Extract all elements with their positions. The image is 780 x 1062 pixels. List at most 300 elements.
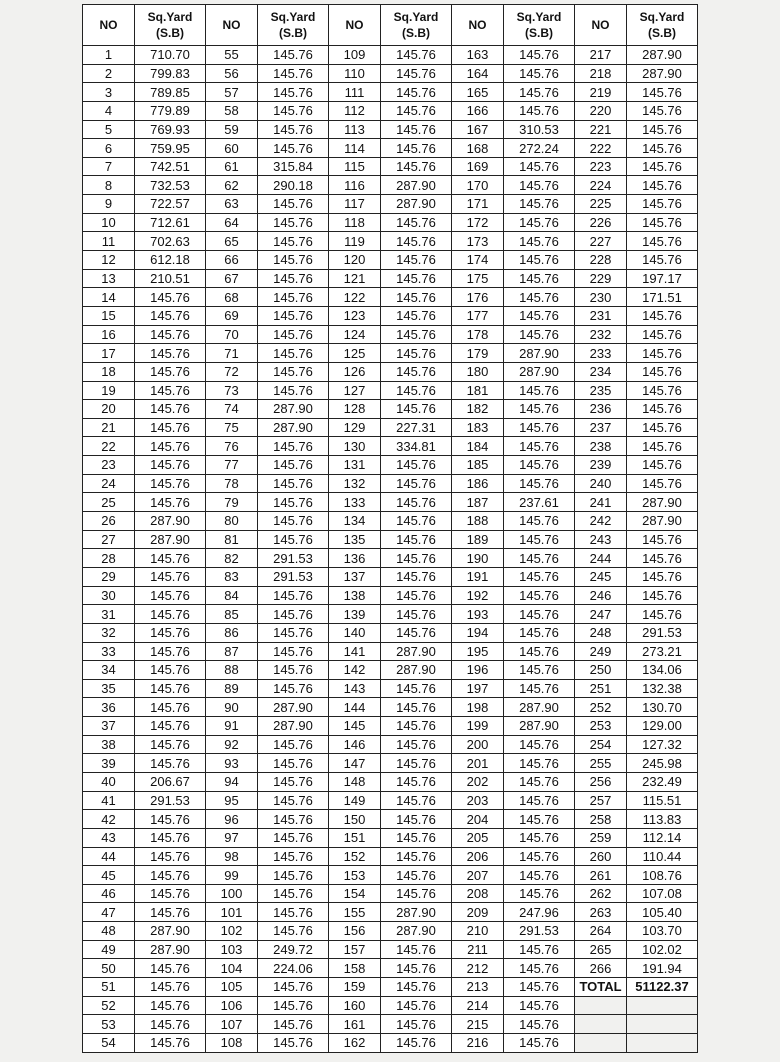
plot-number-cell: 62 [206, 176, 258, 195]
column-header-sq-yard-line2: (S.B) [648, 26, 676, 40]
sq-yard-cell: 145.76 [258, 810, 329, 829]
plot-number-cell: 127 [329, 381, 381, 400]
plot-number-cell: 97 [206, 828, 258, 847]
plot-number-cell: 113 [329, 120, 381, 139]
column-header-sq-yard-line2: (S.B) [402, 26, 430, 40]
sq-yard-cell: 145.76 [258, 623, 329, 642]
sq-yard-cell: 145.76 [258, 474, 329, 493]
table-row [83, 903, 698, 922]
plot-number-cell: 112 [329, 101, 381, 120]
table-row [83, 195, 698, 214]
plot-number-cell: 151 [329, 828, 381, 847]
sq-yard-cell: 145.76 [627, 139, 698, 158]
plot-number-cell: 218 [575, 64, 627, 83]
plot-number-cell: 6 [83, 139, 135, 158]
plot-number-cell: 192 [452, 586, 504, 605]
sq-yard-cell: 145.76 [258, 866, 329, 885]
sq-yard-cell: 145.76 [135, 1033, 206, 1052]
sq-yard-cell: 710.70 [135, 46, 206, 65]
sq-yard-cell: 287.90 [627, 46, 698, 65]
plot-number-cell: 133 [329, 493, 381, 512]
sq-yard-cell: 145.76 [135, 344, 206, 363]
plot-number-cell: 220 [575, 101, 627, 120]
table-row [83, 46, 698, 65]
table-row [83, 735, 698, 754]
sq-yard-cell: 145.76 [258, 586, 329, 605]
sq-yard-cell: 145.76 [627, 251, 698, 270]
plot-number-cell: 180 [452, 362, 504, 381]
column-header-sq-yard [504, 5, 575, 46]
sq-yard-cell: 206.67 [135, 772, 206, 791]
sq-yard-cell: 145.76 [381, 810, 452, 829]
sq-yard-cell: 132.38 [627, 679, 698, 698]
sq-yard-cell: 103.70 [627, 922, 698, 941]
table-row [83, 344, 698, 363]
sq-yard-cell: 287.90 [381, 642, 452, 661]
plot-number-cell: 88 [206, 661, 258, 680]
plot-number-cell: 172 [452, 213, 504, 232]
sq-yard-cell: 145.76 [135, 288, 206, 307]
sq-yard-cell: 145.76 [381, 1015, 452, 1034]
plot-number-cell: 157 [329, 940, 381, 959]
plot-number-cell: 256 [575, 772, 627, 791]
sq-yard-cell: 145.76 [258, 213, 329, 232]
sq-yard-cell: 145.76 [135, 810, 206, 829]
plot-number-cell: 181 [452, 381, 504, 400]
sq-yard-cell: 145.76 [627, 232, 698, 251]
sq-yard-cell: 145.76 [135, 325, 206, 344]
plot-number-cell: 18 [83, 362, 135, 381]
sq-yard-cell: 145.76 [258, 735, 329, 754]
sq-yard-cell: 145.76 [258, 828, 329, 847]
sq-yard-cell: 145.76 [135, 754, 206, 773]
plot-number-cell: 36 [83, 698, 135, 717]
plot-number-cell: 16 [83, 325, 135, 344]
plot-number-cell: 90 [206, 698, 258, 717]
plot-number-cell: 208 [452, 884, 504, 903]
plot-number-cell: 161 [329, 1015, 381, 1034]
plot-number-cell: 24 [83, 474, 135, 493]
sq-yard-cell: 145.76 [504, 288, 575, 307]
sq-yard-cell: 145.76 [504, 661, 575, 680]
sq-yard-cell: 145.76 [258, 381, 329, 400]
table-row [83, 959, 698, 978]
sq-yard-cell: 145.76 [381, 586, 452, 605]
plot-number-cell: 179 [452, 344, 504, 363]
sq-yard-cell: 145.76 [258, 847, 329, 866]
plot-number-cell: 2 [83, 64, 135, 83]
sq-yard-cell: 145.76 [381, 269, 452, 288]
plot-number-cell: 140 [329, 623, 381, 642]
sq-yard-cell: 273.21 [627, 642, 698, 661]
plot-number-cell: 263 [575, 903, 627, 922]
sq-yard-cell: 145.76 [258, 996, 329, 1015]
sq-yard-cell: 145.76 [627, 456, 698, 475]
table-row [83, 176, 698, 195]
sq-yard-cell: 145.76 [258, 306, 329, 325]
plot-number-cell: 111 [329, 83, 381, 102]
plot-number-cell: 253 [575, 717, 627, 736]
plot-number-cell: 56 [206, 64, 258, 83]
sq-yard-cell: 145.76 [135, 661, 206, 680]
column-header-sq-yard-line1: Sq.Yard [516, 10, 562, 24]
sq-yard-cell: 145.76 [504, 978, 575, 997]
plot-number-cell: 154 [329, 884, 381, 903]
sq-yard-cell: 287.90 [381, 195, 452, 214]
total-label: TOTAL [575, 978, 627, 997]
plot-number-cell: 237 [575, 418, 627, 437]
plot-number-cell: 175 [452, 269, 504, 288]
plot-number-cell: 249 [575, 642, 627, 661]
plot-number-cell: 158 [329, 959, 381, 978]
table-row [83, 679, 698, 698]
table-row [83, 139, 698, 158]
sq-yard-cell: 145.76 [381, 735, 452, 754]
plot-number-cell: 82 [206, 549, 258, 568]
sq-yard-cell: 145.76 [504, 195, 575, 214]
sq-yard-cell: 145.76 [135, 400, 206, 419]
table-row [83, 884, 698, 903]
plot-number-cell: 200 [452, 735, 504, 754]
sq-yard-cell: 145.76 [504, 456, 575, 475]
plot-number-cell: 186 [452, 474, 504, 493]
sq-yard-cell: 145.76 [258, 679, 329, 698]
sq-yard-cell: 210.51 [135, 269, 206, 288]
plot-number-cell: 83 [206, 567, 258, 586]
sq-yard-cell: 145.76 [504, 437, 575, 456]
sq-yard-cell: 145.76 [258, 139, 329, 158]
plot-number-cell: 163 [452, 46, 504, 65]
plot-number-cell: 222 [575, 139, 627, 158]
sq-yard-cell: 145.76 [258, 791, 329, 810]
plot-number-cell: 241 [575, 493, 627, 512]
sq-yard-cell: 145.76 [381, 996, 452, 1015]
sq-yard-cell: 145.76 [504, 605, 575, 624]
sq-yard-cell: 145.76 [258, 325, 329, 344]
plot-number-cell: 54 [83, 1033, 135, 1052]
plot-number-cell: 118 [329, 213, 381, 232]
sq-yard-cell: 145.76 [381, 549, 452, 568]
plot-number-cell: 128 [329, 400, 381, 419]
sq-yard-cell: 145.76 [258, 754, 329, 773]
plot-number-cell: 59 [206, 120, 258, 139]
sq-yard-cell: 291.53 [627, 623, 698, 642]
plot-number-cell: 228 [575, 251, 627, 270]
plot-number-cell: 32 [83, 623, 135, 642]
plot-number-cell: 49 [83, 940, 135, 959]
sq-yard-cell: 145.76 [135, 884, 206, 903]
sq-yard-cell: 145.76 [135, 623, 206, 642]
sq-yard-cell: 145.76 [381, 400, 452, 419]
sq-yard-cell: 799.83 [135, 64, 206, 83]
sq-yard-cell: 145.76 [381, 679, 452, 698]
plot-number-cell: 155 [329, 903, 381, 922]
plot-number-cell: 141 [329, 642, 381, 661]
plot-number-cell: 52 [83, 996, 135, 1015]
plot-number-cell: 226 [575, 213, 627, 232]
sq-yard-cell: 145.76 [258, 493, 329, 512]
plot-number-cell: 22 [83, 437, 135, 456]
plot-number-cell: 37 [83, 717, 135, 736]
plot-number-cell: 46 [83, 884, 135, 903]
sq-yard-cell: 287.90 [135, 922, 206, 941]
sq-yard-cell: 712.61 [135, 213, 206, 232]
plot-number-cell: 63 [206, 195, 258, 214]
plot-number-cell: 28 [83, 549, 135, 568]
total-value: 51122.37 [627, 978, 698, 997]
table-row [83, 922, 698, 941]
sq-yard-cell: 145.76 [504, 679, 575, 698]
plot-number-cell: 65 [206, 232, 258, 251]
sq-yard-cell: 145.76 [504, 884, 575, 903]
sq-yard-cell: 232.49 [627, 772, 698, 791]
plot-number-cell: 44 [83, 847, 135, 866]
sq-yard-cell: 145.76 [504, 735, 575, 754]
sq-yard-cell: 287.90 [381, 661, 452, 680]
sq-yard-cell: 145.76 [381, 456, 452, 475]
plot-number-cell: 190 [452, 549, 504, 568]
plot-number-cell: 194 [452, 623, 504, 642]
sq-yard-cell: 287.90 [258, 400, 329, 419]
sq-yard-cell: 287.90 [381, 176, 452, 195]
sq-yard-cell: 145.76 [381, 344, 452, 363]
sq-yard-cell: 145.76 [381, 157, 452, 176]
table-row [83, 623, 698, 642]
sq-yard-cell: 145.76 [504, 996, 575, 1015]
plot-number-cell: 9 [83, 195, 135, 214]
sq-yard-cell: 145.76 [381, 717, 452, 736]
sq-yard-cell: 145.76 [381, 698, 452, 717]
table-row [83, 772, 698, 791]
sq-yard-cell: 769.93 [135, 120, 206, 139]
plot-number-cell: 183 [452, 418, 504, 437]
sq-yard-cell: 145.76 [381, 978, 452, 997]
sq-yard-cell: 145.76 [135, 717, 206, 736]
sq-yard-cell: 145.76 [504, 512, 575, 531]
table-row [83, 754, 698, 773]
sq-yard-cell: 145.76 [381, 512, 452, 531]
sq-yard-cell: 145.76 [381, 101, 452, 120]
table-row [83, 251, 698, 270]
plot-number-cell: 234 [575, 362, 627, 381]
sq-yard-cell: 145.76 [258, 530, 329, 549]
plot-number-cell: 147 [329, 754, 381, 773]
plot-number-cell: 146 [329, 735, 381, 754]
sq-yard-cell: 287.90 [135, 512, 206, 531]
sq-yard-cell: 145.76 [258, 661, 329, 680]
table-row [83, 810, 698, 829]
sq-yard-cell: 145.76 [258, 437, 329, 456]
column-header-sq-yard-line1: Sq.Yard [270, 10, 316, 24]
plot-number-cell: 105 [206, 978, 258, 997]
plot-number-cell: 104 [206, 959, 258, 978]
plot-number-cell: 221 [575, 120, 627, 139]
sq-yard-cell: 145.76 [135, 642, 206, 661]
plot-number-cell: 57 [206, 83, 258, 102]
sq-yard-cell: 145.76 [381, 381, 452, 400]
sq-yard-cell: 145.76 [627, 101, 698, 120]
plot-number-cell: 136 [329, 549, 381, 568]
sq-yard-cell: 145.76 [504, 1015, 575, 1034]
plot-number-cell: 245 [575, 567, 627, 586]
sq-yard-cell: 102.02 [627, 940, 698, 959]
sq-yard-cell: 127.32 [627, 735, 698, 754]
plot-number-cell: 177 [452, 306, 504, 325]
header-row [83, 5, 698, 46]
column-header-sq-yard-line2: (S.B) [525, 26, 553, 40]
sq-yard-cell: 145.76 [381, 623, 452, 642]
plot-number-cell: 182 [452, 400, 504, 419]
plot-number-cell: 232 [575, 325, 627, 344]
plot-number-cell: 91 [206, 717, 258, 736]
plot-number-cell: 244 [575, 549, 627, 568]
plot-number-cell: 162 [329, 1033, 381, 1052]
plot-number-cell: 223 [575, 157, 627, 176]
sq-yard-cell: 145.76 [627, 213, 698, 232]
sq-yard-cell: 145.76 [381, 959, 452, 978]
sq-yard-cell: 145.76 [258, 903, 329, 922]
sq-yard-cell: 145.76 [504, 381, 575, 400]
plot-number-cell: 114 [329, 139, 381, 158]
column-header-sq-yard [381, 5, 452, 46]
sq-yard-cell: 722.57 [135, 195, 206, 214]
sq-yard-cell: 112.14 [627, 828, 698, 847]
plot-number-cell: 23 [83, 456, 135, 475]
sq-yard-cell: 145.76 [258, 269, 329, 288]
plot-number-cell: 250 [575, 661, 627, 680]
column-header-sq-yard [135, 5, 206, 46]
sq-yard-cell: 145.76 [258, 101, 329, 120]
plot-number-cell: 70 [206, 325, 258, 344]
table-row [83, 847, 698, 866]
plot-number-cell: 80 [206, 512, 258, 531]
plot-number-cell: 187 [452, 493, 504, 512]
sq-yard-cell: 145.76 [504, 400, 575, 419]
sq-yard-cell: 145.76 [258, 120, 329, 139]
plot-number-cell: 55 [206, 46, 258, 65]
table-row [83, 269, 698, 288]
sq-yard-cell: 145.76 [135, 1015, 206, 1034]
sq-yard-cell: 702.63 [135, 232, 206, 251]
plot-number-cell: 73 [206, 381, 258, 400]
sq-yard-cell: 290.18 [258, 176, 329, 195]
sq-yard-cell: 287.90 [258, 418, 329, 437]
sq-yard-cell: 227.31 [381, 418, 452, 437]
sq-yard-cell: 291.53 [258, 549, 329, 568]
plot-number-cell: 50 [83, 959, 135, 978]
plot-number-cell: 206 [452, 847, 504, 866]
plot-number-cell: 103 [206, 940, 258, 959]
sq-yard-cell: 145.76 [135, 605, 206, 624]
plot-number-cell: 7 [83, 157, 135, 176]
plot-number-cell: 35 [83, 679, 135, 698]
sq-yard-cell: 145.76 [135, 828, 206, 847]
plot-number-cell: 51 [83, 978, 135, 997]
plot-number-cell: 203 [452, 791, 504, 810]
plot-number-cell: 229 [575, 269, 627, 288]
table-row [83, 828, 698, 847]
sq-yard-cell: 145.76 [504, 530, 575, 549]
plot-number-cell: 100 [206, 884, 258, 903]
sq-yard-cell: 145.76 [258, 195, 329, 214]
sq-yard-cell: 145.76 [258, 884, 329, 903]
plot-number-cell: 94 [206, 772, 258, 791]
plot-number-cell: 248 [575, 623, 627, 642]
sq-yard-cell: 145.76 [258, 362, 329, 381]
plot-number-cell: 202 [452, 772, 504, 791]
plot-number-cell: 214 [452, 996, 504, 1015]
sq-yard-cell: 145.76 [135, 959, 206, 978]
empty-cell [575, 1015, 627, 1034]
sq-yard-cell: 287.90 [258, 698, 329, 717]
table-row [83, 791, 698, 810]
table-row [83, 605, 698, 624]
plot-number-cell: 89 [206, 679, 258, 698]
plot-number-cell: 167 [452, 120, 504, 139]
plot-number-cell: 99 [206, 866, 258, 885]
plot-number-cell: 20 [83, 400, 135, 419]
plot-number-cell: 198 [452, 698, 504, 717]
sq-yard-cell: 145.76 [381, 754, 452, 773]
sq-yard-cell: 145.76 [381, 83, 452, 102]
table-row [83, 456, 698, 475]
plot-number-cell: 132 [329, 474, 381, 493]
empty-cell [627, 1015, 698, 1034]
plot-number-cell: 196 [452, 661, 504, 680]
sq-yard-cell: 145.76 [504, 251, 575, 270]
sq-yard-cell: 145.76 [627, 176, 698, 195]
sq-yard-cell: 145.76 [381, 325, 452, 344]
table-row [83, 549, 698, 568]
sq-yard-cell: 145.76 [381, 362, 452, 381]
sq-yard-cell: 145.76 [381, 288, 452, 307]
plot-number-cell: 265 [575, 940, 627, 959]
sq-yard-cell: 145.76 [381, 139, 452, 158]
plot-number-cell: 255 [575, 754, 627, 773]
plot-number-cell: 25 [83, 493, 135, 512]
plot-number-cell: 149 [329, 791, 381, 810]
sq-yard-cell: 145.76 [381, 940, 452, 959]
plot-number-cell: 86 [206, 623, 258, 642]
table-row [83, 418, 698, 437]
plot-number-cell: 96 [206, 810, 258, 829]
plot-number-cell: 21 [83, 418, 135, 437]
sq-yard-cell: 145.76 [135, 306, 206, 325]
plot-number-cell: 15 [83, 306, 135, 325]
sq-yard-cell: 145.76 [135, 847, 206, 866]
plot-number-cell: 101 [206, 903, 258, 922]
table-row [83, 996, 698, 1015]
sq-yard-cell: 145.76 [504, 847, 575, 866]
plot-number-cell: 124 [329, 325, 381, 344]
plot-number-cell: 93 [206, 754, 258, 773]
sq-yard-cell: 145.76 [135, 698, 206, 717]
sq-yard-cell: 145.76 [135, 437, 206, 456]
plot-number-cell: 43 [83, 828, 135, 847]
column-header-sq-yard [258, 5, 329, 46]
plot-number-cell: 191 [452, 567, 504, 586]
plot-number-cell: 260 [575, 847, 627, 866]
plot-number-cell: 64 [206, 213, 258, 232]
plot-number-cell: 139 [329, 605, 381, 624]
plot-number-cell: 19 [83, 381, 135, 400]
plot-number-cell: 11 [83, 232, 135, 251]
sq-yard-cell: 145.76 [627, 605, 698, 624]
plot-number-cell: 74 [206, 400, 258, 419]
sq-yard-cell: 145.76 [135, 679, 206, 698]
plot-number-cell: 75 [206, 418, 258, 437]
plot-number-cell: 242 [575, 512, 627, 531]
